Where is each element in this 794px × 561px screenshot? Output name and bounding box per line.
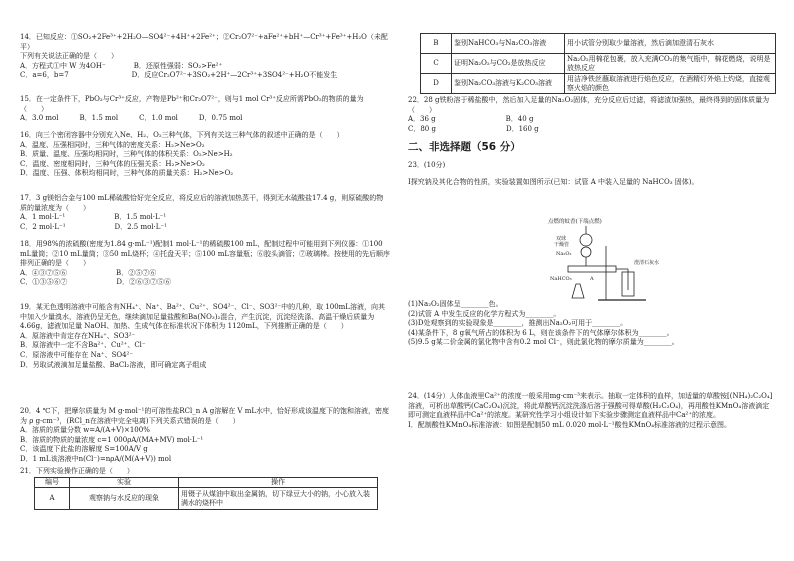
row-id: D xyxy=(421,74,452,94)
row-operation: 用小试管分别取少量溶液，然后滴加澄清石灰水 xyxy=(565,34,776,54)
row-experiment: 鉴别Na₂CO₃溶液与K₂CO₃溶液 xyxy=(452,74,565,94)
label-incense: 点燃的蚊香(下端点燃) xyxy=(548,219,602,225)
row-id: A xyxy=(35,488,70,510)
alcohol-lamp xyxy=(572,284,584,298)
label-drying-tube: 干燥管 xyxy=(554,242,570,248)
question-23-heading: 23．(10分) xyxy=(408,161,446,169)
question-16: 16．向三个密闭容器中分别充入Ne、H₂、O₂三种气体，下列有关这三种气体的叙述中正确的是（ ） A．温度、压强相同时，三种气体的密度关系：H₂>Ne>O₂ B．质量、温度、压强均相同时，三种气体的体积关系：O₂>Ne>H₂ C．温度、密度相同时，三种气体的压强关系：H₂>Ne>O₂ D．温度、压强、体积均相同时，三种气体的质量关系：H₂>Ne>O₂ xyxy=(20,131,344,178)
label-a: A xyxy=(590,276,594,282)
drying-tube-bulb-lower xyxy=(581,247,591,257)
question-20: 20．4 ℃下，把摩尔质量为 M g·mol⁻¹的可溶性盐RCl_n A g溶解在 V mL水中，恰好形成该温度下的饱和溶液，密度为 ρ g·cm⁻³，(RCl_n在溶液中完全电离)下列关系式错误的是（ ） A．溶质的质量分数 w=A/(A+V)×100% B．溶质的物质的量浓度 c=1 000ρA/(MA+MV) mol·L⁻¹ C．该温度下此盐的溶解度 S=100A/V g D．1 mL该溶液中n(Cl⁻)=nρA/(M(A+V)) mol xyxy=(20,407,389,463)
row-experiment: 鉴别NaHCO₃与Na₂CO₃溶液 xyxy=(452,34,565,54)
row-operation: 用镊子从煤油中取出金属钠，切下绿豆大小的钠，小心放入装满水的烧杯中 xyxy=(179,488,378,510)
question-23-intro: Ⅰ探究钠及其化合物的性质，实验装置如图所示(已知：试管 A 中装入足量的 NaHCO₃ 固体)。 xyxy=(408,178,699,186)
label-double-bulb: 双球 xyxy=(556,236,567,242)
row-id: C xyxy=(421,54,452,74)
question-15: 15．在一定条件下，PbO₂与Cr³⁺反应，产物是Pb²⁺和Cr₂O7²⁻，则与1 mol Cr³⁺反应所需PbO₂的物质的量为（ ） A．3.0 mol B．1.5 mol C．1.0 mol D．0.75 mol xyxy=(20,95,364,123)
table-row xyxy=(421,74,776,94)
table-row xyxy=(421,34,776,54)
apparatus-diagram xyxy=(546,218,660,304)
label-na2o2: Na₂O₂ xyxy=(556,251,572,257)
table-header-operation: 操作 xyxy=(179,478,378,488)
row-experiment: 观察钠与水反应的现象 xyxy=(70,488,179,510)
row-operation: 用洁净铁丝蘸取溶液进行焰色反应，在酒精灯外焰上灼烧，直接观察火焰的颜色 xyxy=(565,74,776,94)
table-header-experiment: 实验 xyxy=(70,478,179,488)
question-22: 22．28 g铁粉溶于稀盐酸中，然后加入足量的Na₂O₂固体，充分反应后过滤，将滤渣加强热，最终得到的固体质量为（ ） A．36 g B．40 g C．80 g D．160 g xyxy=(408,96,770,133)
question-24: 24．(14分）人体血液里Ca²⁺的浓度一般采用mg·cm⁻³来表示。抽取一定体积的血样，加适量的草酸铵[(NH₄)₂C₂O₄]溶液，可析出草酸钙(CaC₂O₄)沉淀，将此草酸钙沉淀洗涤后溶于强酸可得草酸(H₂C₂O₄)，再用酸性KMnO₄溶液滴定即可测定血液样品中Ca²⁺的浓度。某研究性学习小组设计如下实验步骤测定血液样品中Ca²⁺的浓度。 Ⅰ．配制酸性KMnO₄标准溶液：如图是配制50 mL 0.020 mol·L⁻¹酸性KMnO₄标准溶液的过程示意图。 xyxy=(408,392,773,429)
question-18: 18．用98%的浓硫酸(密度为1.84 g·mL⁻¹)配制1 mol·L⁻¹的稀硫酸100 mL，配制过程中可能用到下列仪器：①100 mL量筒；②10 mL量筒；③50 mL烧杯；④托盘天平；⑤100 mL容量瓶；⑥胶头滴管；⑦玻璃棒。按使用的先后顺序排列正确的是（ ） A．④③⑦⑤⑥ B．②⑤⑦⑥ C．①③⑤⑥⑦ D．②⑥③⑦⑤⑥ xyxy=(20,240,390,287)
question-19: 19．某无色透明溶液中可能含有NH₄⁺、Na⁺、Ba²⁺、Cu²⁺、SO4²⁻、Cl⁻、SO3²⁻中的几种，取 100mL溶液，向其中加入少量溴水，溶液仍呈无色，继续滴加足量盐酸和Ba(NO₃)₂混合，产生沉淀，沉淀经洗涤、高温干燥后质量为 4.66g，滤液加足量 NaOH、加热、生成气体在标准状况下体积为 1120mL，下列推断正确的是（ ） A．原溶液中肯定存在NH₄⁺、SO3²⁻ B．原溶液中一定不含Ba²⁺、Cu²⁺、Cl⁻ C．原溶液中可能存在 Na⁺、SO4²⁻ D．另取试液滴加足量盐酸、BaCl₂溶液，即可确定离子组成 xyxy=(20,303,385,369)
question-14: 14．已知反应：①SO₂+2Fe³⁺+2H₂O—SO4²⁻+4H⁺+2Fe²⁺；②Cr₂O7²⁻+aFe²⁺+bH⁺—Cr³⁺+Fe³⁺+H₂O（未配平） 下列有关说法正确的是（ ） A．方程式①中 W 为4OH⁻ B．还原性强弱：SO₂>Fe²⁺ C．a=6，b=7 D．反应Cr₂O7²⁻+3SO₂+2H⁺—2Cr³⁺+3SO4²⁻+H₂O不能发生 xyxy=(20,33,388,80)
question-17: 17．3 g镁铝合金与100 mL稀硫酸恰好完全反应，将反应后的溶液加热蒸干，得到无水硫酸盐17.4 g，则原硫酸的物质的量浓度为（ ） A．1 mol·L⁻¹ B．1.5 mol·L⁻¹ C．2 mol·L⁻¹ D．2.5 mol·L⁻¹ xyxy=(20,194,384,231)
table-row xyxy=(421,54,776,74)
test-tube-a xyxy=(568,266,616,272)
label-limewater: 澄清石灰水 xyxy=(634,260,660,266)
row-operation: Na₂O₂用棉花包裹，放入充满CO₂的集气瓶中，棉花燃烧，说明是放热反应 xyxy=(565,54,776,74)
apparatus-drawing xyxy=(546,218,660,304)
section-heading: 二、非选择题（56 分） xyxy=(408,141,521,153)
question-21: 21．下列实验操作正确的是（ ） xyxy=(20,467,134,475)
table-header-id: 编号 xyxy=(35,478,70,488)
drying-tube-bulb-upper xyxy=(580,234,592,246)
experiment-table-head xyxy=(34,477,378,510)
label-nahco3: NaHCO₃ xyxy=(550,276,572,282)
row-experiment: 证明Na₂O₂与CO₂是放热反应 xyxy=(452,54,565,74)
experiment-table-continued xyxy=(420,33,776,94)
row-id: B xyxy=(421,34,452,54)
table-row xyxy=(35,488,378,510)
question-23-subquestions: (1)Na₂O₂固体呈________色。 (2)试管 A 中发生反应的化学方程式为________。 (3)D处观察到的实验现象是________，推测出Na₂O₂可用于________。 (4)某条件下，8 g氧气所占的体积为 6 L，则在该条件下的气体摩尔体积为________。 (5)9.5 g某二价金属的氯化物中含有0.2 mol Cl⁻，则此氯化物的摩尔质量为________。 xyxy=(408,300,679,347)
